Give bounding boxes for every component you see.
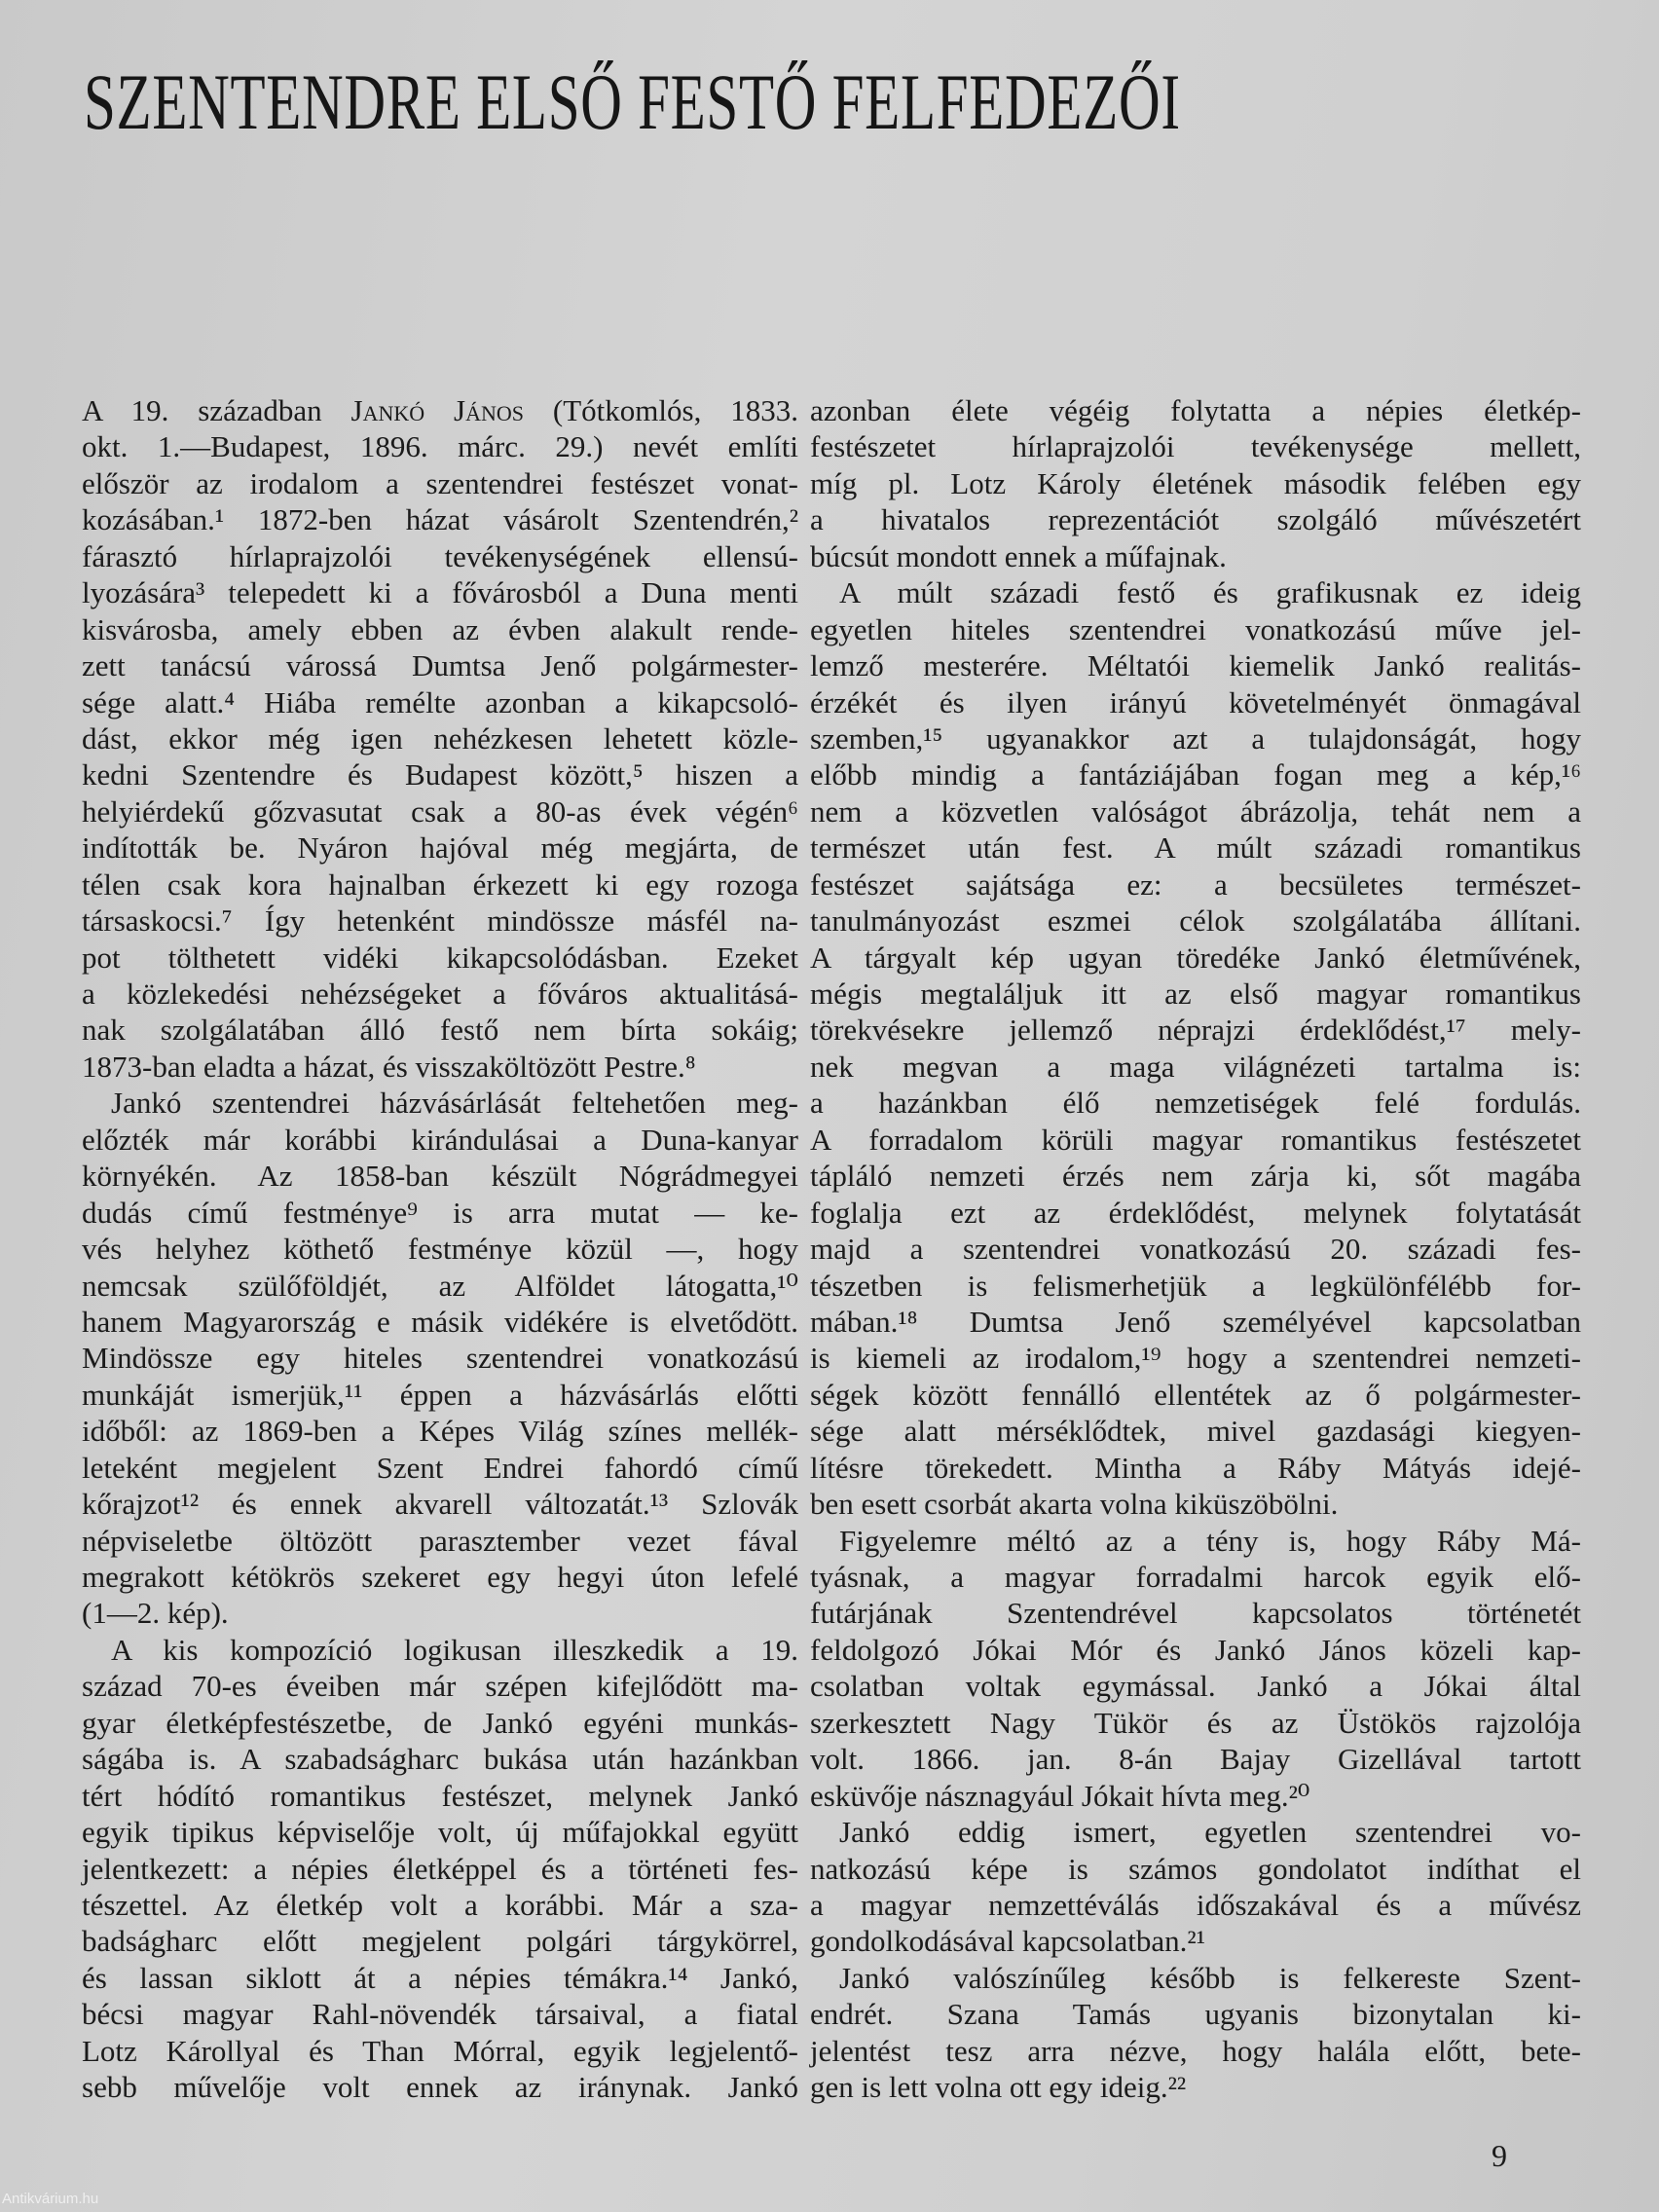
text-line: népviseletbe öltözött parasztember vezet fával	[82, 1523, 798, 1558]
text-line: Lotz Károllyal és Than Mórral, egyik legjelentő-	[82, 2033, 798, 2068]
text-line: helyiérdekű gőzvasutat csak a 80-as évek végén⁶	[82, 793, 798, 829]
small-caps-name: Jankó János	[350, 393, 525, 427]
paragraph	[810, 1960, 1581, 2106]
text-line: először az irodalom a szentendrei festészet vonat-	[82, 465, 798, 500]
text-line: kisvárosba, amely ebben az évben alakult rende-	[82, 611, 798, 646]
text-line: sége alatt mérséklődtek, mivel gazdasági kiegyen-	[810, 1414, 1581, 1449]
text-line: A kis kompozíció logikusan illeszkedik a 19.	[111, 1632, 798, 1667]
text-line: nek megvan a maga világnézeti tartalma is:	[810, 1049, 1581, 1084]
article-title: SZENTENDRE ELSŐ FESTŐ FELFEDEZŐI	[84, 57, 1181, 146]
text-line: megrakott kétökrös szekeret egy hegyi úton lefelé	[82, 1560, 798, 1594]
text-line: tyásnak, a magyar forradalmi harcok egyik elő-	[810, 1560, 1581, 1594]
text-line: pot tölthetett vidéki kikapcsolódásban. Ezeket	[82, 940, 798, 975]
text-line: tápláló nemzeti érzés nem zárja ki, sőt magába	[810, 1159, 1581, 1194]
text-line: a magyar nemzettéválás időszakával és a művész	[810, 1887, 1581, 1922]
text-line: vés helyhez köthető festménye közül —, hogy	[82, 1232, 798, 1267]
text-line: mában.¹⁸ Dumtsa Jenő személyével kapcsolatban	[810, 1304, 1581, 1339]
text-line: természet után fest. A múlt századi romantikus	[810, 830, 1581, 866]
text-line: dást, ekkor még igen nehézkesen lehetett közle-	[82, 720, 798, 756]
text-line: század 70-es éveiben már szépen kifejlődött ma-	[82, 1669, 798, 1704]
paragraph	[810, 1523, 1581, 1815]
text-line: tészetben is felismerhetjük a legkülönfélébb for-	[810, 1268, 1581, 1303]
text-line: tészettel. Az életkép volt a korábbi. Már a sza-	[82, 1887, 798, 1922]
text-line: volt. 1866. jan. 8-án Bajay Gizellával tartott	[810, 1742, 1581, 1777]
text-line: esküvője násznagyául Jókait hívta meg.²⁰	[810, 1778, 1310, 1813]
paragraph	[82, 1085, 798, 1632]
text-line: zett tanácsú várossá Dumtsa Jenő polgármester-	[82, 648, 798, 683]
text-line: lemző mesterére. Méltatói kiemelik Jankó realitás-	[810, 648, 1581, 683]
text-line: dudás című festménye⁹ is arra mutat — ke-	[82, 1195, 798, 1230]
text-line: (1—2. kép).	[82, 1596, 229, 1631]
paragraph	[82, 392, 798, 1085]
text-line: mégis megtaláljuk itt az első magyar romantikus	[810, 977, 1581, 1011]
text-line: ben esett csorbát akarta volna kiküszöbölni.	[810, 1487, 1339, 1522]
text-line: lítésre törekedett. Mintha a Ráby Mátyás idejé-	[810, 1450, 1581, 1485]
text-line: gondolkodásával kapcsolatban.²¹	[810, 1924, 1205, 1959]
watermark: Antikvárium.hu	[2, 2191, 99, 2207]
text-line: érzékét és ilyen irányú követelményét önmagával	[810, 684, 1581, 719]
paragraph	[810, 574, 1581, 1522]
text-line: indították be. Nyáron hajóval még megjárta, de	[82, 830, 798, 866]
text-line: festészet sajátsága ez: a becsületes természet-	[810, 866, 1581, 902]
text-line: előbb mindig a fantáziájában fogan meg a kép,¹⁶	[810, 757, 1581, 793]
text-line: a hazánkban élő nemzetiségek felé fordulás.	[810, 1086, 1581, 1121]
text-line: a hivatalos reprezentációt szolgáló művészetért	[810, 502, 1581, 537]
text-line: Mindössze egy hiteles szentendrei vonatkozású	[82, 1341, 798, 1376]
paragraph	[810, 1814, 1581, 1960]
page-number: 9	[1492, 2138, 1507, 2173]
text-line: A forradalom körüli magyar romantikus festészetet	[810, 1122, 1581, 1157]
text-line: leteként megjelent Szent Endrei fahordó című	[82, 1450, 798, 1485]
text-line: szemben,¹⁵ ugyanakkor azt a tulajdonságát, hogy	[810, 720, 1581, 756]
text-line: A tárgyalt kép ugyan töredéke Jankó életművének,	[810, 940, 1581, 975]
text-line: nak szolgálatában álló festő nem bírta sokáig;	[82, 1013, 798, 1048]
text-line: tért hódító romantikus festészet, melynek Jankó	[82, 1778, 798, 1813]
text-line: nemcsak szülőföldjét, az Alföldet látogatta,¹⁰	[82, 1268, 798, 1303]
text-line: lyozására³ telepedett ki a fővárosból a Duna menti	[82, 575, 798, 610]
text-line: időből: az 1869-ben a Képes Világ színes mellék-	[82, 1414, 798, 1449]
text-line: a közlekedési nehézségeket a főváros aktualitásá-	[82, 977, 798, 1011]
text-line: bécsi magyar Rahl-növendék társaival, a fiatal	[82, 1997, 798, 2032]
text-line: A múlt századi festő és grafikusnak ez ideig	[839, 575, 1581, 610]
text-line: hanem Magyarország e másik vidékére is elvetődött.	[82, 1304, 798, 1339]
text-line: futárjának Szentendrével kapcsolatos történetét	[810, 1596, 1581, 1631]
text-line: azonban élete végéig folytatta a népies életkép-	[810, 393, 1581, 427]
paragraph	[810, 392, 1581, 574]
text-column-left	[82, 392, 798, 2106]
text-line: nem a közvetlen valóságot ábrázolja, tehát nem a	[810, 793, 1581, 829]
text-line: gen is lett volna ott egy ideig.²²	[810, 2070, 1187, 2105]
text-line: környékén. Az 1858-ban készült Nógrádmegyei	[82, 1159, 798, 1194]
text-line: gyar életképfestészetbe, de Jankó egyéni munkás-	[82, 1705, 798, 1740]
text-line: sebb művelője volt ennek az iránynak. Jankó	[82, 2070, 798, 2105]
text-line: Jankó eddig ismert, egyetlen szentendrei vo-	[839, 1815, 1581, 1850]
text-line: is kiemeli az irodalom,¹⁹ hogy a szentendrei nemzeti-	[810, 1341, 1581, 1376]
text-line: kedni Szentendre és Budapest között,⁵ hiszen a	[82, 757, 798, 793]
text-line: 1873-ban eladta a házat, és visszaköltözött Pestre.⁸	[82, 1049, 696, 1084]
text-line: kozásában.¹ 1872-ben házat vásárolt Szentendrén,²	[82, 502, 798, 537]
text-segment: A 19. században	[82, 393, 351, 427]
text-line: Jankó valószínűleg később is felkereste Szent-	[839, 1960, 1581, 1995]
text-line: feldolgozó Jókai Mór és Jankó János közeli kap-	[810, 1632, 1581, 1667]
text-line: jelentést tesz arra nézve, hogy halála előtt, bete-	[810, 2033, 1581, 2068]
text-line: előzték már korábbi kirándulásai a Duna-kanyar	[82, 1122, 798, 1157]
text-segment: (Tótkomlós, 1833.	[524, 393, 798, 427]
text-line: okt. 1.—Budapest, 1896. márc. 29.) nevét említi	[82, 429, 798, 464]
text-line: natkozású képe is számos gondolatot indíthat el	[810, 1851, 1581, 1886]
text-line: ságába is. A szabadságharc bukása után hazánkban	[82, 1742, 798, 1777]
text-line: munkáját ismerjük,¹¹ éppen a házvásárlás előtti	[82, 1377, 798, 1412]
text-line: kőrajzot¹² és ennek akvarell változatát.¹³ Szlovák	[82, 1487, 798, 1522]
text-line: foglalja ezt az érdeklődést, melynek folytatását	[810, 1195, 1581, 1230]
text-line: festészetet hírlaprajzolói tevékenysége mellett,	[810, 429, 1581, 464]
text-line: csolatban voltak egymással. Jankó a Jókai által	[810, 1669, 1581, 1704]
text-line	[82, 392, 798, 428]
text-line: társaskocsi.⁷ Így hetenként mindössze másfél na-	[82, 903, 798, 939]
text-line: Figyelemre méltó az a tény is, hogy Ráby Má-	[839, 1523, 1581, 1558]
text-line: és lassan siklott át a népies témákra.¹⁴ Jankó,	[82, 1960, 798, 1995]
text-line: ségek között fennálló ellentétek az ő polgármester-	[810, 1377, 1581, 1412]
text-line: szerkesztett Nagy Tükör és az Üstökös rajzolója	[810, 1705, 1581, 1740]
text-line: jelentkezett: a népies életképpel és a történeti fes-	[82, 1851, 798, 1886]
text-line: badságharc előtt megjelent polgári tárgykörrel,	[82, 1924, 798, 1959]
text-line: majd a szentendrei vonatkozású 20. századi fes-	[810, 1232, 1581, 1267]
text-line: búcsút mondott ennek a műfajnak.	[810, 538, 1227, 573]
paragraph	[82, 1632, 798, 2106]
text-line: törekvésekre jellemző néprajzi érdeklődést,¹⁷ mely-	[810, 1013, 1581, 1048]
text-line: egyetlen hiteles szentendrei vonatkozású műve jel-	[810, 611, 1581, 646]
text-line: fárasztó hírlaprajzolói tevékenységének ellensú-	[82, 538, 798, 573]
text-line: Jankó szentendrei házvásárlását feltehetően meg-	[111, 1086, 798, 1121]
text-line: télen csak kora hajnalban érkezett ki egy rozoga	[82, 866, 798, 902]
text-line: míg pl. Lotz Károly életének második felében egy	[810, 465, 1581, 500]
text-line: tanulmányozást eszmei célok szolgálatába állítani.	[810, 903, 1581, 939]
text-column-right	[810, 392, 1581, 2106]
text-line: egyik tipikus képviselője volt, új műfajokkal együtt	[82, 1815, 798, 1850]
text-line: sége alatt.⁴ Hiába remélte azonban a kikapcsoló-	[82, 684, 798, 719]
text-line: endrét. Szana Tamás ugyanis bizonytalan ki-	[810, 1997, 1581, 2032]
